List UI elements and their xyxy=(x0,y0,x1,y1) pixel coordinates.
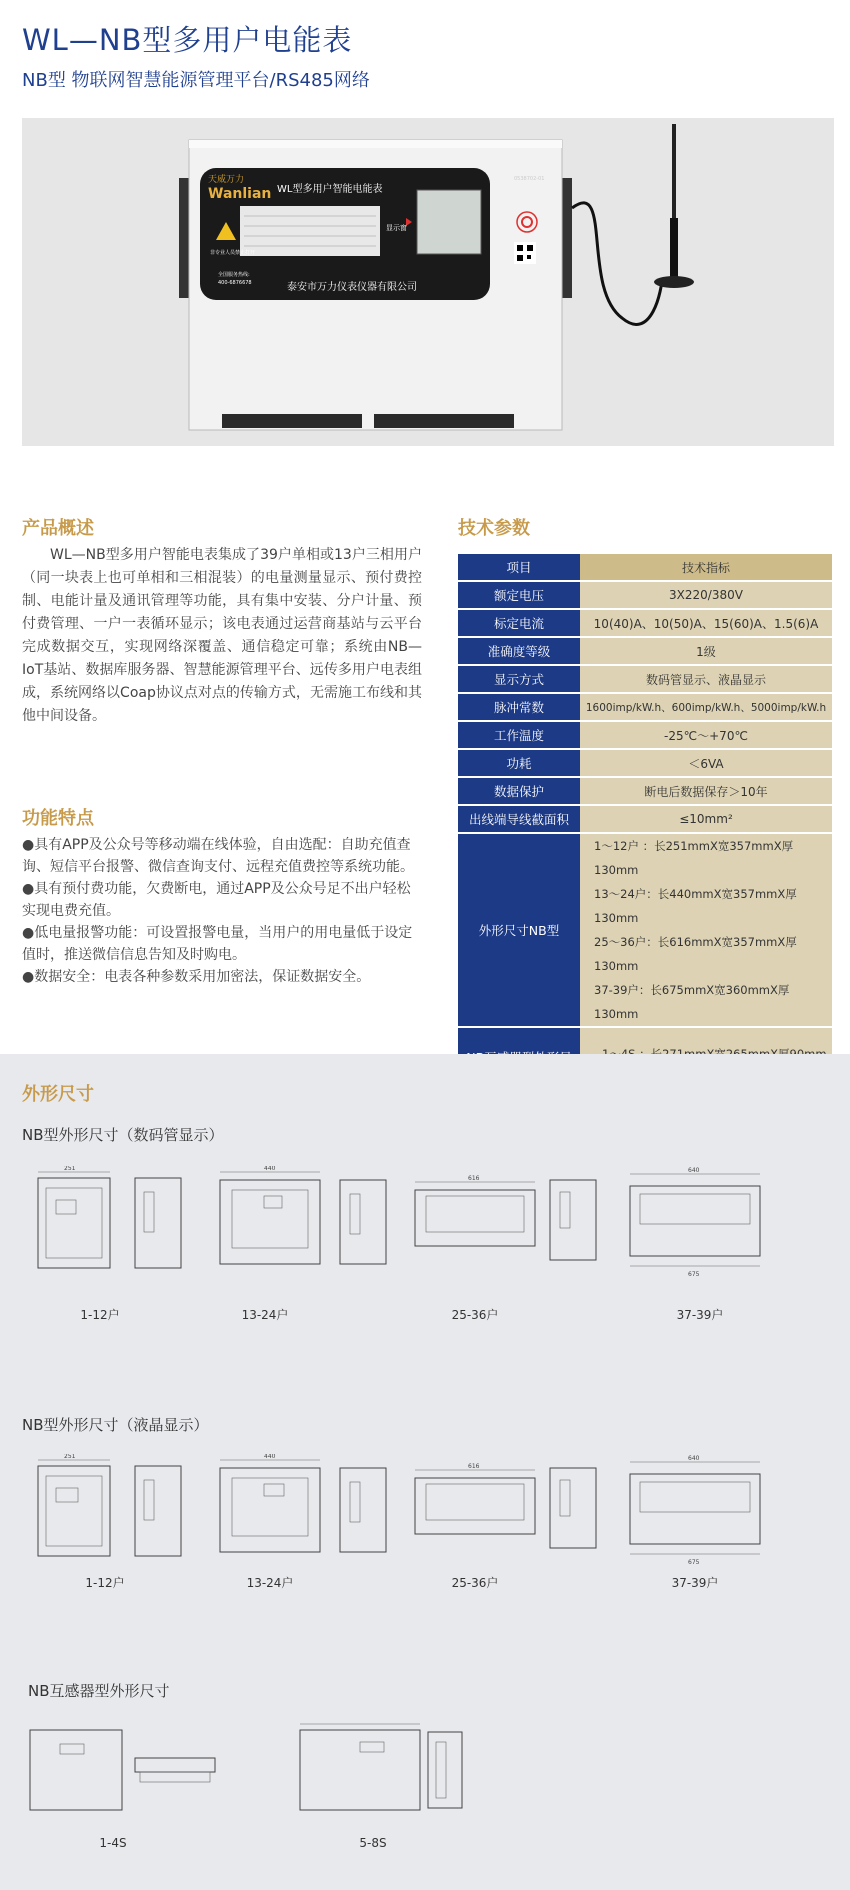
panel-company: 泰安市万力仪表仪器有限公司 xyxy=(287,282,417,293)
drawing-label: 1-4S xyxy=(99,1836,127,1850)
table-row xyxy=(458,834,832,1026)
drawing-label: 13-24户 xyxy=(246,1576,294,1590)
spec-value-multiline xyxy=(580,834,832,1026)
spec-key: 出线端导线截面积 xyxy=(458,806,580,832)
overview-paragraph: WL—NB型多用户智能电表集成了39户单相或13户三相用户（同一块表上也可单相和三相混装）的电量测量显示、预付费控制、电能计量及通讯管理等功能，具有集中安装、分户计量、预付费管理、一户一表循环显示；该电表通过运营商基站与云平台完成数据交互，实现网络深覆盖、通信稳定可靠；系统由NB—IoT基站、数据库服务器、智慧能源管理平台、远传多用户电表组成，系统网络以Coap协议点对点的传输方式，无需施工布线和其他中间设备。 xyxy=(22,547,422,724)
table-row xyxy=(458,778,832,804)
drawing-label: 37-39户 xyxy=(671,1576,719,1590)
table-row xyxy=(458,638,832,664)
svg-text:251: 251 xyxy=(64,1166,76,1172)
feature-item: ●具有预付费功能，欠费断电，通过APP及公众号足不出户轻松实现电费充值。 xyxy=(22,881,411,919)
group2-title: NB型外形尺寸（液晶显示） xyxy=(22,1416,209,1434)
spec-table xyxy=(458,552,832,1106)
spec-key: 准确度等级 xyxy=(458,638,580,664)
spec-key: 项目 xyxy=(458,554,580,580)
meter-code: 0538702-01 xyxy=(514,176,545,182)
spec-value: 技术指标 xyxy=(580,554,832,580)
drawing-label: 5-8S xyxy=(359,1836,387,1850)
group1-title: NB型外形尺寸（数码管显示） xyxy=(22,1126,224,1144)
svg-text:675: 675 xyxy=(688,1271,700,1278)
page-title: WL—NB型多用户电能表 xyxy=(22,23,353,57)
svg-text:640: 640 xyxy=(688,1455,700,1462)
feature-item: ●数据安全：电表各种参数采用加密法，保证数据安全。 xyxy=(22,969,371,985)
svg-text:440: 440 xyxy=(264,1166,276,1172)
spec-key: 脉冲常数 xyxy=(458,694,580,720)
svg-text:640: 640 xyxy=(688,1167,700,1174)
overview-text xyxy=(22,544,422,728)
size-line: 13～24户：长440mmX宽357mmX厚130mm xyxy=(594,887,797,925)
hotline-number: 400-6876678 xyxy=(218,280,252,286)
size-line: 1～12户 ：长251mmX宽357mmX厚130mm xyxy=(594,839,794,877)
spec-value: -25℃～+70℃ xyxy=(580,722,832,748)
svg-text:616: 616 xyxy=(468,1463,480,1470)
display-label: 显示窗 xyxy=(386,224,407,232)
drawing-label: 1-12户 xyxy=(85,1576,125,1590)
drawing-label: 13-24户 xyxy=(241,1308,289,1322)
spec-value: 断电后数据保存＞10年 xyxy=(580,778,832,804)
features-list xyxy=(22,834,422,988)
warning-text: 非专业人员禁止打开 xyxy=(210,250,256,256)
spec-value: ＜6VA xyxy=(580,750,832,776)
spec-value: 10(40)A、10(50)A、15(60)A、1.5(6)A xyxy=(580,610,832,636)
drawing-label: 1-12户 xyxy=(80,1308,120,1322)
dimensions-section xyxy=(0,1054,850,1890)
drawing-label: 37-39户 xyxy=(676,1308,724,1322)
spec-value: 1级 xyxy=(580,638,832,664)
feature-item: ●具有APP及公众号等移动端在线体验，自由选配：自助充值查询、短信平台报警、微信查询支付、远程充值费控等系统功能。 xyxy=(22,837,414,875)
panel-title: WL型多用户智能电能表 xyxy=(277,184,383,195)
overview-title: 产品概述 xyxy=(22,518,94,539)
svg-text:675: 675 xyxy=(688,1559,700,1566)
svg-text:251: 251 xyxy=(64,1454,76,1460)
group3-title: NB互感器型外形尺寸 xyxy=(28,1682,170,1700)
group1-drawings xyxy=(20,1166,820,1286)
dimensions-title: 外形尺寸 xyxy=(22,1084,94,1105)
table-row xyxy=(458,806,832,832)
spec-value: 3X220/380V xyxy=(580,582,832,608)
table-row xyxy=(458,694,832,720)
brand-en: Wanlian xyxy=(208,186,272,202)
spec-key: 显示方式 xyxy=(458,666,580,692)
page-subtitle: NB型 物联网智慧能源管理平台/RS485网络 xyxy=(22,70,370,91)
spec-value: ≤10mm² xyxy=(580,806,832,832)
table-row xyxy=(458,610,832,636)
drawing-label: 25-36户 xyxy=(451,1308,499,1322)
svg-text:440: 440 xyxy=(264,1454,276,1460)
table-row xyxy=(458,750,832,776)
size-line: 37-39户：长675mmX宽360mmX厚130mm xyxy=(594,983,790,1021)
spec-key: 工作温度 xyxy=(458,722,580,748)
table-row xyxy=(458,554,832,580)
table-row xyxy=(458,582,832,608)
table-row xyxy=(458,666,832,692)
drawing-label: 25-36户 xyxy=(451,1576,499,1590)
spec-key: 外形尺寸NB型 xyxy=(458,834,580,1026)
spec-key: 功耗 xyxy=(458,750,580,776)
table-row xyxy=(458,722,832,748)
spec-key: 数据保护 xyxy=(458,778,580,804)
feature-item: ●低电量报警功能：可设置报警电量，当用户的用电量低于设定值时，推送微信信息告知及时购电。 xyxy=(22,925,413,963)
spec-value: 数码管显示、液晶显示 xyxy=(580,666,832,692)
group2-drawings xyxy=(20,1454,820,1574)
product-photo xyxy=(22,118,834,446)
spec-key: 标定电流 xyxy=(458,610,580,636)
meter-illustration xyxy=(22,118,834,446)
hotline-label: 全国服务热线: xyxy=(218,272,250,278)
features-title: 功能特点 xyxy=(22,808,94,829)
brand-cn: 天威万力 xyxy=(208,175,245,185)
svg-text:616: 616 xyxy=(468,1175,480,1182)
size-line: 25～36户：长616mmX宽357mmX厚130mm xyxy=(594,935,797,973)
spec-value: 1600imp/kW.h、600imp/kW.h、5000imp/kW.h xyxy=(580,694,832,720)
spec-title: 技术参数 xyxy=(458,518,530,539)
spec-key: 额定电压 xyxy=(458,582,580,608)
group3-drawings xyxy=(20,1722,520,1832)
